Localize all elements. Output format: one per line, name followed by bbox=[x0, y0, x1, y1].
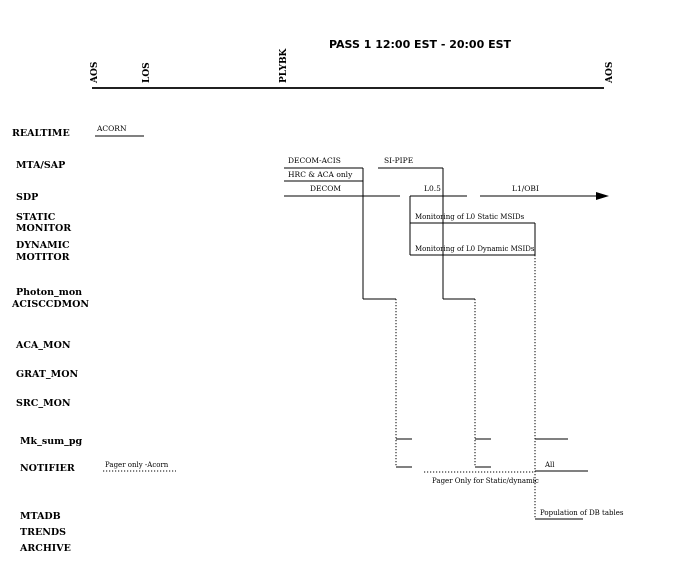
row-label-mta-sap: MTA/SAP bbox=[16, 160, 66, 171]
row-label-aca-mon: ACA_MON bbox=[16, 340, 71, 351]
pager-static-label: Pager Only for Static/dynamic bbox=[432, 477, 539, 485]
all-label: All bbox=[545, 461, 555, 469]
row-label-photon-mon: Photon_mon bbox=[16, 287, 83, 298]
decom-label: DECOM bbox=[310, 184, 342, 193]
tick-los: LOS bbox=[142, 62, 152, 83]
row-label-realtime: REALTIME bbox=[12, 128, 70, 139]
pager-acorn-label: Pager only -Acorn bbox=[105, 461, 169, 469]
row-label-mk-sum-pg: Mk_sum_pg bbox=[20, 436, 83, 447]
row-label-monitor: MONITOR bbox=[16, 223, 72, 234]
row-label-notifier: NOTIFIER bbox=[20, 463, 75, 474]
db-tables-label: Population of DB tables bbox=[540, 509, 624, 517]
decom-acis-label: DECOM-ACIS bbox=[288, 156, 341, 165]
static-msids-label: Monitoring of L0 Static MSIDs bbox=[415, 213, 525, 221]
row-label-sdp: SDP bbox=[16, 192, 39, 203]
dynamic-msids-label: Monitoring of L0 Dynamic MSIDs bbox=[415, 245, 535, 253]
l05-label: L0.5 bbox=[424, 184, 441, 193]
row-label-trends: TRENDS bbox=[20, 527, 66, 538]
row-label-src-mon: SRC_MON bbox=[16, 398, 71, 409]
row-label-aciscdmon: ACISCCDMON bbox=[12, 299, 90, 310]
row-label-static: STATIC bbox=[16, 212, 56, 223]
l1-obi-arrowhead bbox=[596, 192, 609, 200]
row-label-motitor: MOTITOR bbox=[16, 252, 70, 263]
row-label-dynamic: DYNAMIC bbox=[16, 240, 70, 251]
tick-aos-start: AOS bbox=[90, 61, 100, 83]
row-label-mtadb: MTADB bbox=[20, 511, 61, 522]
acorn-label: ACORN bbox=[97, 124, 127, 133]
tick-aos-end: AOS bbox=[605, 61, 615, 83]
l1-obi-label: L1/OBI bbox=[512, 184, 539, 193]
row-label-archive: ARCHIVE bbox=[20, 543, 71, 554]
diagram-title: PASS 1 12:00 EST - 20:00 EST bbox=[328, 38, 512, 51]
row-label-grat-mon: GRAT_MON bbox=[16, 369, 79, 380]
hrc-aca-label: HRC & ACA only bbox=[288, 170, 353, 179]
si-pipe-label: SI-PIPE bbox=[384, 156, 414, 165]
tick-plybk: PLYBK bbox=[279, 48, 289, 83]
